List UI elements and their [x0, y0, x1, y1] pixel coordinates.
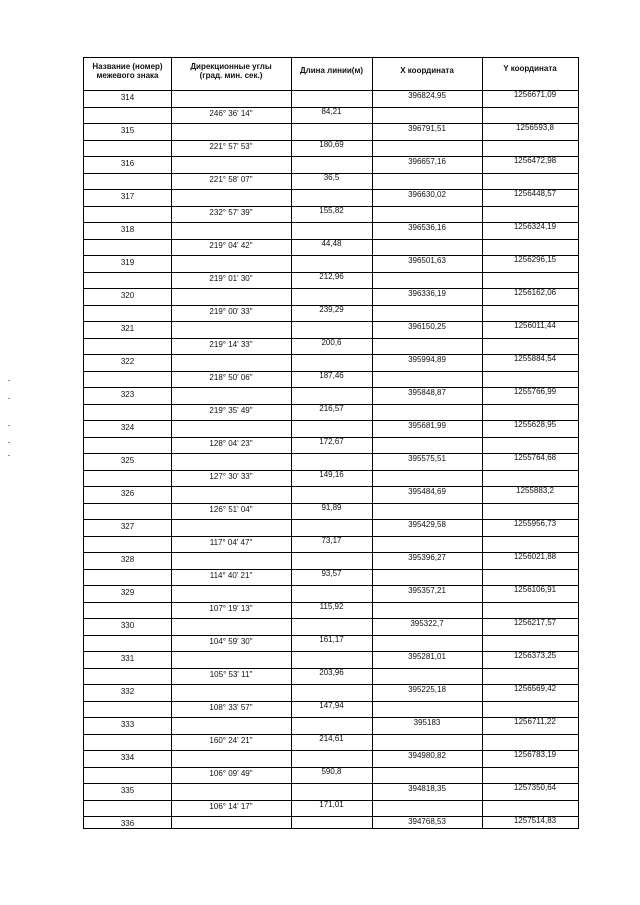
point-name: 324	[120, 423, 135, 432]
x-coordinate: 395183	[413, 718, 441, 727]
y-coordinate: 1256569,42	[513, 684, 557, 693]
direction-angle: 128° 04' 23"	[209, 438, 253, 448]
direction-angle: 126° 51' 04"	[209, 504, 253, 514]
direction-angle: 114° 40' 21"	[209, 570, 253, 580]
x-coordinate: 395396,27	[408, 553, 446, 562]
x-coordinate: 395681,99	[408, 421, 446, 430]
line-length: 36,5	[323, 172, 340, 182]
y-coordinate: 1255956,73	[513, 519, 557, 528]
y-coordinate: 1256711,22	[514, 717, 556, 726]
scan-mark	[8, 425, 10, 426]
line-length: 115,92	[319, 601, 344, 611]
column-divider	[482, 58, 483, 828]
point-name: 335	[120, 786, 135, 795]
line-length: 203,96	[319, 667, 344, 677]
y-coordinate: 1255766,99	[513, 387, 557, 396]
y-coordinate: 1256021,88	[513, 552, 557, 561]
scan-mark	[8, 380, 10, 381]
point-name: 322	[120, 357, 135, 366]
line-length: 214,61	[319, 733, 344, 743]
direction-angle: 105° 53' 11"	[209, 669, 253, 679]
point-name: 334	[120, 753, 135, 762]
y-coordinate: 1257514,83	[513, 816, 557, 825]
line-length: 239,29	[319, 304, 344, 314]
header-point-name	[84, 62, 171, 80]
boundary-points-table	[83, 57, 579, 829]
y-coordinate: 1257350,64	[513, 783, 557, 792]
header-y-coordinate: Y координата	[503, 64, 557, 73]
direction-angle: 221° 58' 07"	[209, 174, 253, 184]
point-name: 315	[120, 126, 135, 135]
direction-angle: 219° 14' 33"	[209, 339, 253, 349]
direction-angle: 219° 04' 42"	[209, 240, 253, 250]
header-point-name-line1: Название (номер)	[92, 62, 163, 71]
line-length: 149,16	[319, 469, 344, 479]
column-divider	[372, 58, 373, 828]
line-length: 93,57	[321, 568, 342, 578]
x-coordinate: 395429,58	[408, 520, 446, 529]
point-name: 317	[120, 192, 135, 201]
y-coordinate: 1255764,68	[513, 453, 557, 462]
direction-angle: 219° 01' 30"	[209, 273, 253, 283]
y-coordinate: 1256593,8	[516, 123, 554, 132]
y-coordinate: 1256011,44	[514, 321, 556, 330]
y-coordinate: 1255884,54	[513, 354, 557, 363]
x-coordinate: 395357,21	[408, 586, 446, 595]
scan-mark	[8, 398, 10, 399]
line-length: 216,57	[319, 403, 344, 413]
header-direction-angle	[171, 62, 291, 80]
direction-angle: 127° 30' 33"	[209, 471, 253, 481]
y-coordinate: 1256296,15	[513, 255, 557, 264]
point-name: 328	[120, 555, 135, 564]
x-coordinate: 396501,63	[408, 256, 446, 265]
y-coordinate: 1256472,98	[513, 156, 557, 165]
direction-angle: 219° 00' 33"	[209, 306, 253, 316]
line-length: 155,82	[319, 205, 344, 215]
y-coordinate: 1256448,57	[513, 189, 557, 198]
direction-angle: 232° 57' 39"	[209, 207, 253, 217]
header-point-name-line2: межевого знака	[96, 71, 159, 80]
header-x-coordinate: X координата	[400, 66, 454, 75]
y-coordinate: 1256106,91	[513, 585, 557, 594]
x-coordinate: 395484,69	[408, 487, 446, 496]
point-name: 314	[120, 93, 135, 102]
scan-mark	[8, 442, 10, 443]
direction-angle: 106° 14' 17"	[209, 801, 253, 811]
x-coordinate: 396791,51	[408, 124, 446, 133]
direction-angle: 104° 59' 30"	[209, 636, 253, 646]
point-name: 316	[120, 159, 135, 168]
header-direction-angle-line2: (град. мин. сек.)	[199, 71, 263, 80]
y-coordinate: 1256671,09	[513, 90, 557, 99]
line-length: 200,6	[321, 337, 342, 347]
x-coordinate: 395848,87	[408, 388, 446, 397]
x-coordinate: 396657,16	[408, 157, 446, 166]
direction-angle: 117° 04' 47"	[209, 537, 253, 547]
x-coordinate: 396150,25	[408, 322, 446, 331]
x-coordinate: 394768,53	[408, 817, 446, 826]
y-coordinate: 1256783,19	[513, 750, 557, 759]
line-length: 44,48	[321, 238, 342, 248]
x-coordinate: 396824,95	[408, 91, 446, 100]
line-length: 73,17	[321, 535, 342, 545]
direction-angle: 106° 09' 49"	[209, 768, 253, 778]
point-name: 319	[120, 258, 135, 267]
x-coordinate: 395575,51	[408, 454, 446, 463]
direction-angle: 246° 36' 14"	[209, 108, 253, 118]
x-coordinate: 396336,19	[408, 289, 446, 298]
x-coordinate: 394818,35	[408, 784, 446, 793]
line-length: 180,69	[319, 139, 344, 149]
x-coordinate: 395225,18	[408, 685, 446, 694]
direction-angle: 221° 57' 53"	[209, 141, 253, 151]
line-length: 590,8	[321, 766, 342, 776]
line-length: 161,17	[319, 634, 344, 644]
y-coordinate: 1255628,95	[513, 420, 557, 429]
header-direction-angle-line1: Дирекционные углы	[190, 62, 272, 71]
point-name: 323	[120, 390, 135, 399]
point-name: 331	[120, 654, 135, 663]
x-coordinate: 395994,89	[408, 355, 446, 364]
line-length: 91,89	[321, 502, 342, 512]
point-name: 320	[120, 291, 135, 300]
line-length: 212,96	[319, 271, 344, 281]
point-name: 327	[120, 522, 135, 531]
line-length: 187,46	[319, 370, 344, 380]
y-coordinate: 1256217,57	[513, 618, 557, 627]
point-name: 329	[120, 588, 135, 597]
line-length: 84,21	[321, 106, 342, 116]
x-coordinate: 395281,01	[408, 652, 446, 661]
point-name: 336	[120, 819, 135, 828]
y-coordinate: 1256324,19	[513, 222, 557, 231]
scan-mark	[8, 455, 10, 456]
direction-angle: 160° 24' 21"	[209, 735, 253, 745]
point-name: 330	[120, 621, 135, 630]
x-coordinate: 396536,16	[408, 223, 446, 232]
point-name: 318	[120, 225, 135, 234]
point-name: 326	[120, 489, 135, 498]
direction-angle: 107° 19' 13"	[209, 603, 253, 613]
direction-angle: 108° 33' 57"	[209, 702, 253, 712]
y-coordinate: 1256373,25	[513, 651, 557, 660]
y-coordinate: 1255883,2	[516, 486, 554, 495]
x-coordinate: 396630,02	[408, 190, 446, 199]
line-length: 171,01	[319, 799, 344, 809]
direction-angle: 219° 35' 49"	[209, 405, 253, 415]
point-name: 325	[120, 456, 135, 465]
y-coordinate: 1256162,06	[513, 288, 557, 297]
header-line-length: Длина линии(м)	[299, 66, 364, 75]
line-length: 172,67	[319, 436, 344, 446]
x-coordinate: 394980,82	[408, 751, 446, 760]
point-name: 333	[120, 720, 135, 729]
direction-angle: 218° 50' 06"	[209, 372, 253, 382]
line-length: 147,94	[319, 700, 344, 710]
point-name: 321	[120, 324, 135, 333]
x-coordinate: 395322,7	[410, 619, 444, 628]
point-name: 332	[120, 687, 135, 696]
